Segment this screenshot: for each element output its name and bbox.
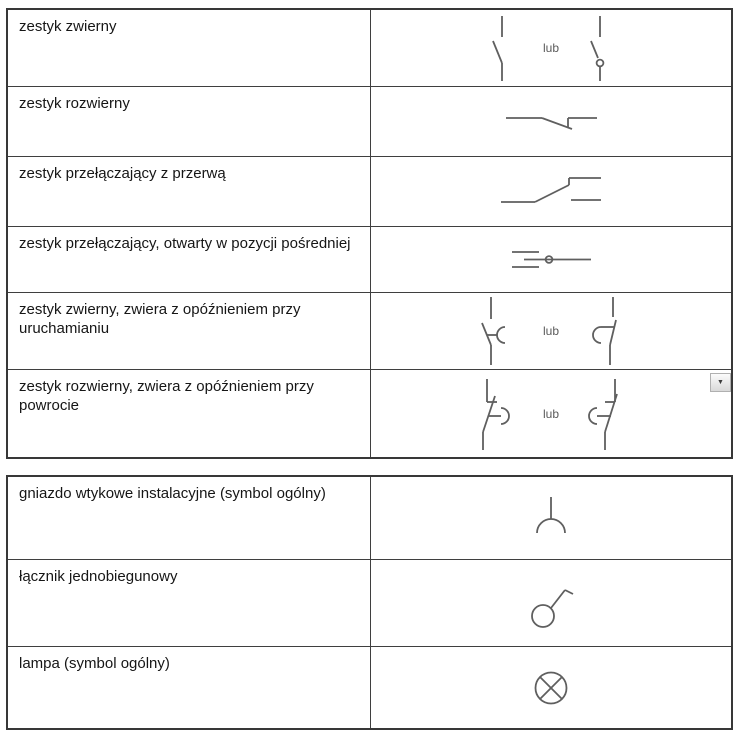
symbol-label: zestyk rozwierny — [8, 87, 371, 156]
table-row — [8, 87, 731, 157]
table-row — [8, 477, 731, 560]
table-row — [8, 560, 731, 647]
socket-outlet-icon — [529, 495, 573, 541]
table-row — [8, 293, 731, 370]
nc-contact-delayed-variant2-icon — [585, 376, 631, 452]
nc-contact-delayed-symbol — [371, 370, 731, 457]
symbol-label: lampa (symbol ogólny) — [8, 647, 371, 728]
changeover-contact-with-break-icon — [499, 172, 604, 212]
one-pole-switch-icon — [526, 576, 576, 630]
table-row — [8, 157, 731, 227]
table-row — [8, 227, 731, 293]
contacts-symbol-table — [6, 8, 733, 459]
or-label: lub — [542, 41, 559, 55]
no-contact-delayed-symbol — [371, 293, 731, 369]
nc-contact-delayed-variant1-icon — [471, 376, 517, 452]
symbol-label: zestyk przełączający, otwarty w pozycji pośredniej — [8, 227, 371, 292]
or-label: lub — [542, 324, 559, 338]
installation-symbol-table — [6, 475, 733, 730]
changeover-contact-open-mid-icon — [509, 245, 594, 275]
one-pole-switch-symbol — [371, 560, 731, 646]
symbol-label: gniazdo wtykowe instalacyjne (symbol ogólny) — [8, 477, 371, 559]
symbol-label: zestyk zwierny, zwiera z opóźnieniem przy uruchamianiu — [8, 293, 371, 369]
no-contact-delayed-variant1-icon — [471, 295, 517, 367]
normally-closed-contact-icon — [504, 106, 599, 138]
normally-open-contact-variant2-icon — [585, 13, 615, 83]
chevron-down-icon: ▼ — [717, 379, 724, 386]
table-row — [8, 647, 731, 728]
table-row — [8, 10, 731, 87]
table-row — [8, 370, 731, 457]
symbol-label: zestyk rozwierny, zwiera z opóźnieniem przy powrocie — [8, 370, 371, 457]
normally-closed-contact-symbol — [371, 87, 731, 156]
dropdown-button[interactable] — [710, 373, 731, 392]
normally-open-contact-variant1-icon — [487, 13, 517, 83]
no-contact-delayed-variant2-icon — [585, 295, 631, 367]
or-label: lub — [542, 406, 559, 421]
symbol-label: łącznik jednobiegunowy — [8, 560, 371, 646]
socket-outlet-symbol — [371, 477, 731, 559]
normally-open-contact-symbol — [371, 10, 731, 86]
symbol-label: zestyk przełączający z przerwą — [8, 157, 371, 226]
lamp-icon — [531, 668, 571, 708]
changeover-contact-with-break-symbol — [371, 157, 731, 226]
lamp-symbol — [371, 647, 731, 728]
symbol-label: zestyk zwierny — [8, 10, 371, 86]
changeover-contact-open-mid-symbol — [371, 227, 731, 292]
